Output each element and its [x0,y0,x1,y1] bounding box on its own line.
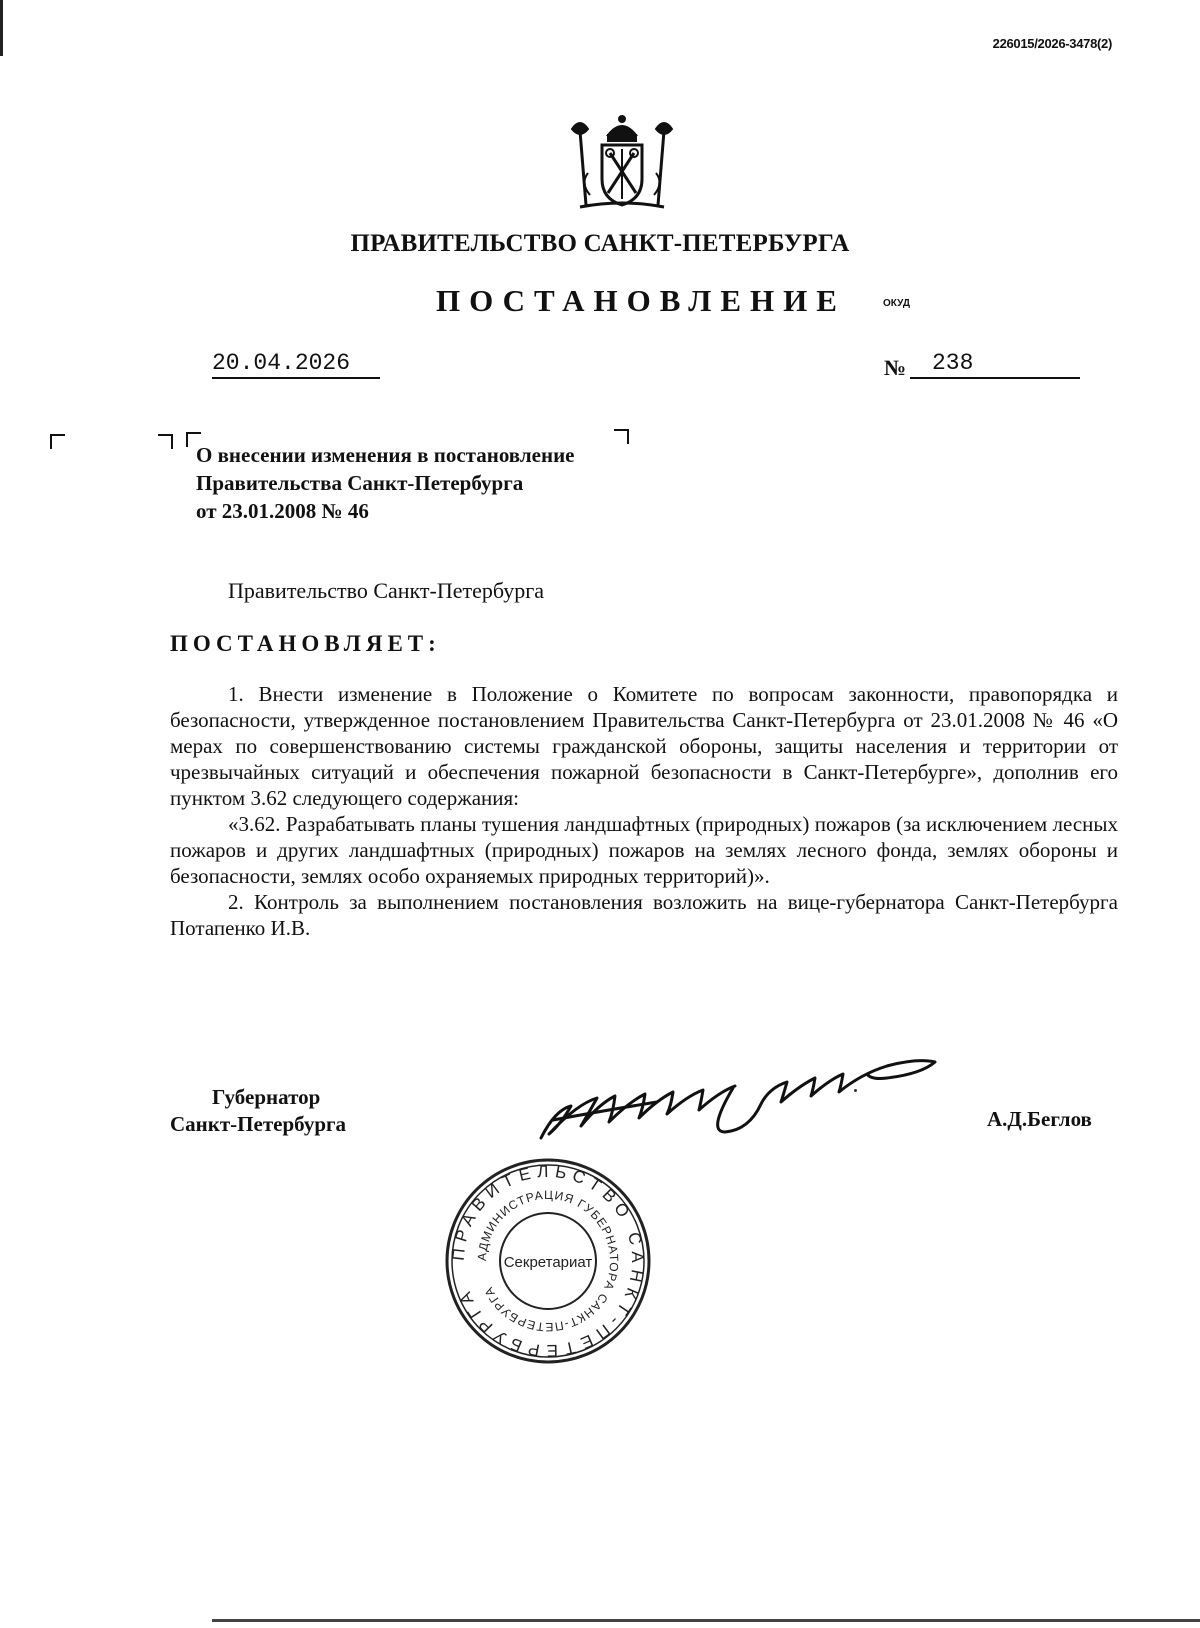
corner-bracket-right [614,429,629,444]
body-paragraph: 1. Внести изменение в Положение о Комитете по вопросам законности, правопорядка и безопасности, утвержденное постановлением Правительства Санкт-Петербурга от 23.01.2008 № 46 «О мерах по совершенствованию системы гражданской обороны, защиты населения и территории от чрезвычайных ситуаций и обеспечения пожарной безопасности в Санкт-Петербурге», дополнив его пунктом 3.62 следующего содержания: [170,682,1118,810]
ink-dot [854,1089,857,1092]
scan-bottom-edge [212,1619,1200,1622]
document-body [170,681,1118,941]
seal-center-text: Секретариат [503,1254,593,1271]
position-line: Губернатор [212,1085,321,1109]
subject-line: от 23.01.2008 № 46 [196,499,369,523]
body-paragraph: 2. Контроль за выполнением постановления возложить на вице-губернатора Санкт-Петербурга Потапенко И.В. [170,890,1118,940]
organization-name: ПРАВИТЕЛЬСТВО САНКТ-ПЕТЕРБУРГА [350,230,850,257]
corner-bracket-left [50,434,65,449]
body-paragraph: «3.62. Разрабатывать планы тушения ландшафтных (природных) пожаров (за исключением лесных пожаров и других ландшафтных (природных) пожаров на землях лесного фонда, землях обороны и безопасности, землях особо охраняемых природных территорий)». [170,812,1118,888]
official-seal-stamp [444,1157,652,1365]
signatory-name: А.Д.Беглов [987,1107,1092,1131]
subject-line: Правительства Санкт-Петербурга [196,471,524,495]
position-line: Санкт-Петербурга [170,1112,347,1136]
coat-of-arms-emblem [566,113,678,213]
scan-left-edge [0,0,3,56]
issuing-authority: Правительство Санкт-Петербурга [228,578,545,603]
okud-label: ОКУД [883,298,910,309]
document-date: 20.04.2026 [212,350,380,379]
document-type-heading: ПОСТАНОВЛЕНИЕ [436,283,846,318]
seal-inner-text: АДМИНИСТРАЦИЯ ГУБЕРНАТОРА САНКТ-ПЕТЕРБУРГА [474,1187,622,1335]
handwritten-signature [537,1040,957,1150]
signatory-position [170,1084,346,1138]
subject-line: О внесении изменения в постановление [196,443,575,467]
seal-outer-text: ПРАВИТЕЛЬСТВО САНКТ-ПЕТЕРБУРГА [448,1161,648,1361]
document-number: 238 [910,350,1080,379]
document-code: 226015/2026-3478(2) [992,36,1112,51]
resolves-heading: ПОСТАНОВЛЯЕТ: [170,631,441,656]
number-label: № [884,355,907,380]
document-subject [196,441,575,525]
corner-bracket-right [158,434,173,449]
